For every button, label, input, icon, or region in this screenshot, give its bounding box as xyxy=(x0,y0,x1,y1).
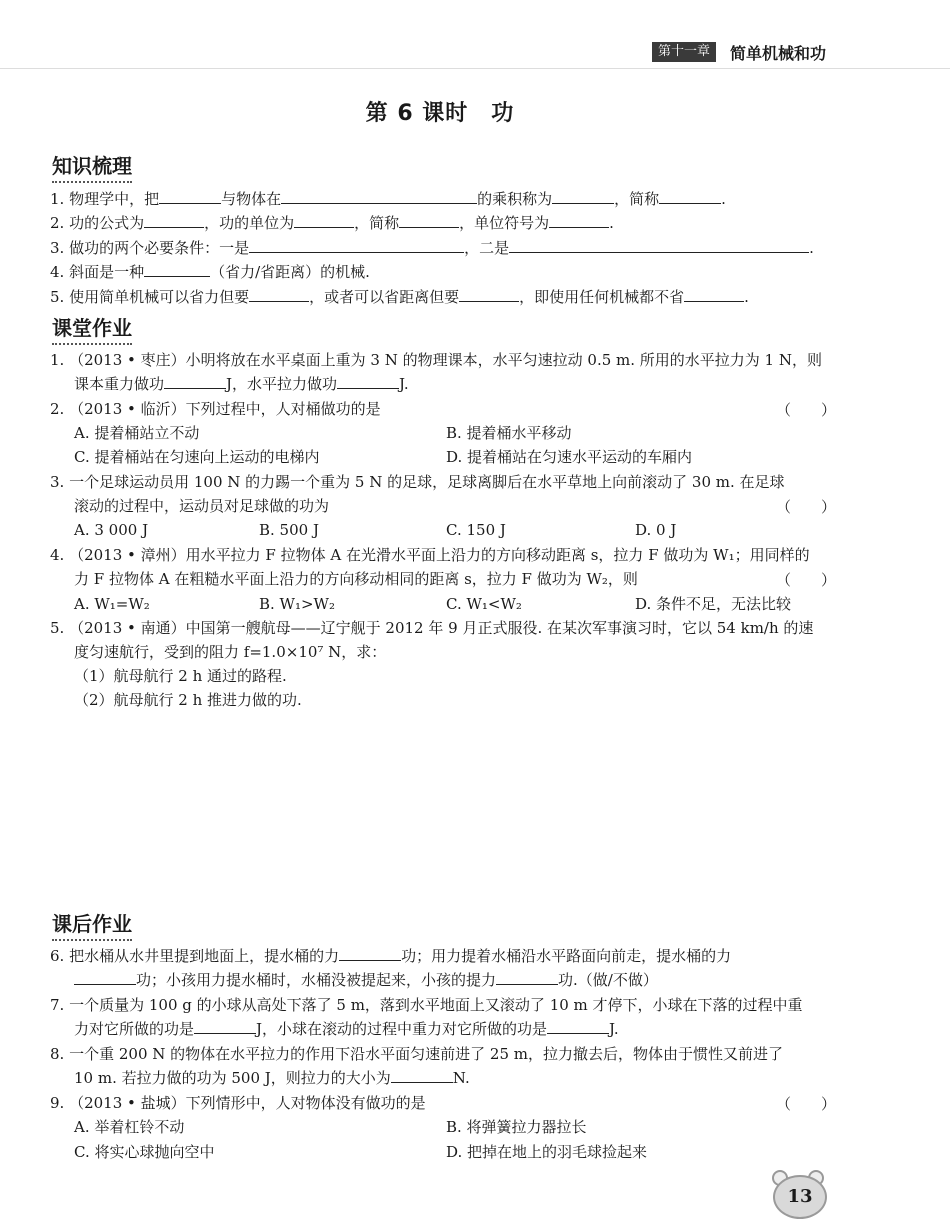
page-title: 第 6 课时 功 xyxy=(365,101,515,126)
blank[interactable] xyxy=(294,213,354,228)
option-a[interactable]: A. 提着桶站立不动 xyxy=(74,424,200,442)
question-9-stem: 9. （2013 • 盐城）下列情形中，人对物体没有做功的是 xyxy=(50,1094,426,1112)
blank[interactable] xyxy=(659,189,721,204)
option-d[interactable]: D. 条件不足，无法比较 xyxy=(635,595,792,613)
blank[interactable] xyxy=(144,262,210,277)
answer-paren[interactable]: （ ） xyxy=(776,1095,837,1113)
question-6-line-2: 功；小孩用力提水桶时，水桶没被提起来，小孩的提力 功.（做/不做） xyxy=(74,970,658,990)
question-7-line-1: 7. 一个质量为 100 g 的小球从高处下落了 5 m，落到水平地面上又滚动了 10 m 才停下，小球在下落的过程中重 xyxy=(50,996,803,1014)
blank[interactable] xyxy=(194,1019,256,1034)
blank[interactable] xyxy=(337,374,399,389)
option-d[interactable]: D. 把掉在地上的羽毛球捡起来 xyxy=(446,1143,648,1161)
option-c[interactable]: C. 将实心球抛向空中 xyxy=(74,1143,215,1161)
blank[interactable] xyxy=(684,287,744,302)
question-5-line-1: 5. （2013 • 南通）中国第一艘航母——辽宁舰于 2012 年 9 月正式服役. 在某次军事演习时，它以 54 km/h 的速 xyxy=(50,619,814,637)
section-classwork: 课堂作业 xyxy=(52,312,132,345)
chapter-name: 简单机械和功 xyxy=(730,44,827,63)
option-d[interactable]: D. 0 J xyxy=(635,521,677,539)
question-4-line-2: 力 F 拉物体 A 在粗糙水平面上沿力的方向移动相同的距离 s，拉力 F 做功为 W₂，则 xyxy=(74,570,638,588)
blank[interactable] xyxy=(509,238,809,253)
question-3-line-2: 滚动的过程中，运动员对足球做的功为 xyxy=(74,497,330,515)
option-d[interactable]: D. 提着桶站在匀速水平运动的车厢内 xyxy=(446,448,693,466)
blank[interactable] xyxy=(391,1068,453,1083)
blank[interactable] xyxy=(459,287,519,302)
page-number: 13 xyxy=(773,1175,827,1219)
blank[interactable] xyxy=(552,189,614,204)
question-7-line-2: 力对它所做的功是 J，小球在滚动的过程中重力对它所做的功是 J. xyxy=(74,1020,619,1038)
option-b[interactable]: B. 500 J xyxy=(259,521,319,539)
question-1-line-1: 1. （2013 • 枣庄）小明将放在水平桌面上重为 3 N 的物理课本，水平匀速拉动 0.5 m. 所用的水平拉力为 1 N，则 xyxy=(50,351,822,369)
knowledge-item-5: 5. 使用简单机械可以省力但要 ，或者可以省距离但要 ，即使用任何机械都不省 . xyxy=(50,288,749,306)
answer-paren[interactable]: （ ） xyxy=(776,401,837,419)
knowledge-item-4: 4. 斜面是一种 （省力/省距离）的机械. xyxy=(50,263,370,281)
option-a[interactable]: A. 3 000 J xyxy=(74,521,149,539)
option-b[interactable]: B. W₁>W₂ xyxy=(259,595,335,613)
option-a[interactable]: A. 举着杠铃不动 xyxy=(74,1118,185,1136)
blank[interactable] xyxy=(249,287,309,302)
option-b[interactable]: B. 提着桶水平移动 xyxy=(446,424,572,442)
blank[interactable] xyxy=(281,189,477,204)
answer-paren[interactable]: （ ） xyxy=(776,571,837,589)
option-b[interactable]: B. 将弹簧拉力器拉长 xyxy=(446,1118,587,1136)
knowledge-item-1: 1. 物理学中，把 与物体在 的乘积称为 ，简称 . xyxy=(50,190,726,208)
question-2-stem: 2. （2013 • 临沂）下列过程中，人对桶做功的是 xyxy=(50,400,381,418)
answer-paren[interactable]: （ ） xyxy=(776,498,837,516)
blank[interactable] xyxy=(399,213,459,228)
question-8-line-1: 8. 一个重 200 N 的物体在水平拉力的作用下沿水平面匀速前进了 25 m，拉力撤去后，物体由于惯性又前进了 xyxy=(50,1045,784,1063)
blank[interactable] xyxy=(496,970,558,985)
header-divider xyxy=(0,68,950,69)
option-a[interactable]: A. W₁=W₂ xyxy=(74,595,150,613)
blank[interactable] xyxy=(159,189,221,204)
question-3-line-1: 3. 一个足球运动员用 100 N 的力踢一个重为 5 N 的足球，足球离脚后在水平草地上向前滚动了 30 m. 在足球 xyxy=(50,473,785,491)
chapter-label: 第十一章 xyxy=(652,42,716,62)
question-6-line-1: 6. 把水桶从水井里提到地面上，提水桶的力 功；用力提着水桶沿水平路面向前走，提水桶的力 xyxy=(50,947,732,965)
question-5-sub-2: （2）航母航行 2 h 推进力做的功. xyxy=(74,691,302,709)
blank[interactable] xyxy=(339,946,401,961)
blank[interactable] xyxy=(547,1019,609,1034)
blank[interactable] xyxy=(164,374,226,389)
blank[interactable] xyxy=(249,238,464,253)
question-8-line-2: 10 m. 若拉力做的功为 500 J，则拉力的大小为 N. xyxy=(74,1069,470,1087)
option-c[interactable]: C. 提着桶站在匀速向上运动的电梯内 xyxy=(74,448,320,466)
option-c[interactable]: C. W₁<W₂ xyxy=(446,595,522,613)
question-1-line-2: 课本重力做功 J，水平拉力做功 J. xyxy=(74,375,409,393)
option-c[interactable]: C. 150 J xyxy=(446,521,506,539)
blank[interactable] xyxy=(144,213,204,228)
blank[interactable] xyxy=(74,970,136,985)
question-5-sub-1: （1）航母航行 2 h 通过的路程. xyxy=(74,667,287,685)
knowledge-item-2: 2. 功的公式为 ，功的单位为 ，简称 ，单位符号为 . xyxy=(50,214,614,232)
section-knowledge: 知识梳理 xyxy=(52,150,132,183)
question-5-line-2: 度匀速航行，受到的阻力 f=1.0×10⁷ N，求： xyxy=(74,643,387,661)
section-homework: 课后作业 xyxy=(52,908,132,941)
knowledge-item-3: 3. 做功的两个必要条件：一是 ，二是 . xyxy=(50,239,814,257)
blank[interactable] xyxy=(549,213,609,228)
question-4-line-1: 4. （2013 • 漳州）用水平拉力 F 拉物体 A 在光滑水平面上沿力的方向移动距离 s，拉力 F 做功为 W₁；用同样的 xyxy=(50,546,810,564)
